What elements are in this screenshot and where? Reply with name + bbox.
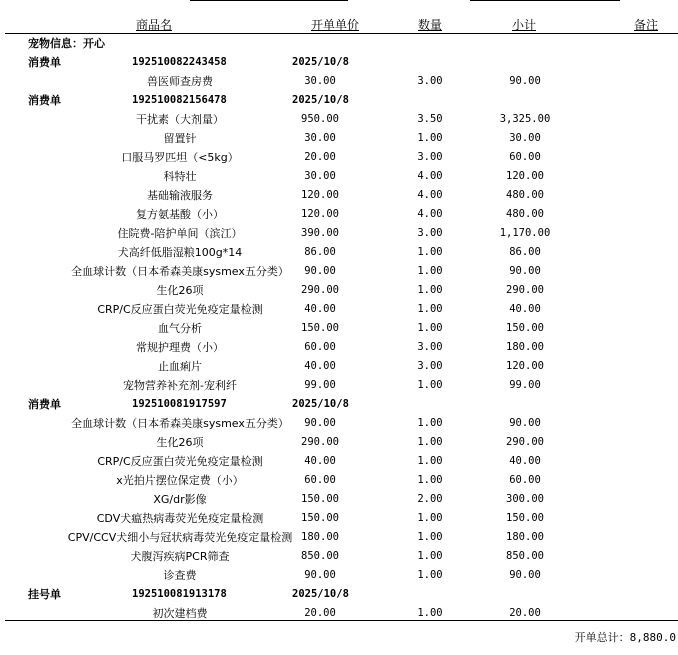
bill-date: 2025/10/8 [292, 588, 349, 600]
item-price: 90.00 [304, 417, 336, 429]
bill-code: 192510082156478 [132, 94, 227, 106]
total-value: 8,880.0 [629, 631, 676, 644]
header-note: 备注 [634, 18, 659, 32]
table-row [0, 148, 678, 167]
item-price: 290.00 [301, 436, 339, 448]
item-qty: 1.00 [417, 531, 443, 543]
item-price: 290.00 [301, 284, 339, 296]
item-name: XG/dr影像 [153, 493, 207, 506]
table-row [0, 110, 678, 129]
item-qty: 1.00 [417, 284, 443, 296]
item-price: 20.00 [304, 151, 336, 163]
item-name: x光拍片摆位保定费（小） [116, 474, 244, 487]
item-name: 留置针 [163, 132, 197, 145]
table-row [0, 433, 678, 452]
item-subtotal: 99.00 [509, 379, 541, 391]
item-qty: 1.00 [417, 550, 443, 562]
bill-group-header [0, 585, 678, 604]
item-price: 30.00 [304, 170, 336, 182]
item-qty: 1.00 [417, 474, 443, 486]
item-price: 150.00 [301, 512, 339, 524]
item-subtotal: 180.00 [506, 341, 544, 353]
table-row [0, 528, 678, 547]
item-subtotal: 90.00 [509, 265, 541, 277]
item-name: 犬高纤低脂湿粮100g*14 [117, 246, 243, 259]
item-price: 60.00 [304, 474, 336, 486]
item-qty: 1.00 [417, 303, 443, 315]
item-price: 150.00 [301, 322, 339, 334]
item-name: 止血痢片 [158, 360, 202, 373]
item-qty: 4.00 [417, 170, 443, 182]
bill-date: 2025/10/8 [292, 398, 349, 410]
item-subtotal: 86.00 [509, 246, 541, 258]
item-qty: 3.00 [417, 227, 443, 239]
footer-rule [5, 620, 678, 621]
item-subtotal: 290.00 [506, 436, 544, 448]
item-subtotal: 40.00 [509, 455, 541, 467]
item-price: 120.00 [301, 189, 339, 201]
item-price: 86.00 [304, 246, 336, 258]
bill-group-header [0, 91, 678, 110]
bill-type: 消费单 [28, 398, 61, 411]
item-name: CDV犬瘟热病毒荧光免疫定量检测 [96, 512, 264, 525]
table-row [0, 319, 678, 338]
item-qty: 4.00 [417, 208, 443, 220]
item-qty: 1.00 [417, 246, 443, 258]
item-name: CRP/C反应蛋白荧光免疫定量检测 [97, 303, 263, 316]
item-price: 950.00 [301, 113, 339, 125]
table-row [0, 224, 678, 243]
item-price: 850.00 [301, 550, 339, 562]
item-name: 宠物营养补充剂-宠利纤 [123, 379, 237, 392]
table-row [0, 547, 678, 566]
item-name: 复方氨基酸（小） [136, 208, 224, 221]
item-price: 90.00 [304, 265, 336, 277]
item-name: 基础输液服务 [147, 189, 213, 202]
item-price: 30.00 [304, 75, 336, 87]
item-qty: 3.50 [417, 113, 443, 125]
table-row [0, 566, 678, 585]
item-subtotal: 40.00 [509, 303, 541, 315]
item-subtotal: 20.00 [509, 607, 541, 619]
item-qty: 3.00 [417, 151, 443, 163]
bill-code: 192510081913178 [132, 588, 227, 600]
item-name: 兽医师查房费 [147, 75, 213, 88]
item-price: 120.00 [301, 208, 339, 220]
item-price: 40.00 [304, 303, 336, 315]
item-qty: 1.00 [417, 455, 443, 467]
bill-code: 192510082243458 [132, 56, 227, 68]
item-subtotal: 300.00 [506, 493, 544, 505]
item-price: 30.00 [304, 132, 336, 144]
item-name: 干扰素（大剂量） [136, 113, 224, 126]
item-subtotal: 60.00 [509, 474, 541, 486]
item-price: 40.00 [304, 360, 336, 372]
top-rule-left [190, 0, 348, 1]
item-name: 口服马罗匹坦（<5kg） [121, 151, 239, 164]
table-row [0, 452, 678, 471]
table-header [0, 14, 678, 34]
item-qty: 1.00 [417, 132, 443, 144]
table-row [0, 205, 678, 224]
item-price: 180.00 [301, 531, 339, 543]
item-subtotal: 90.00 [509, 75, 541, 87]
item-name: 全血球计数（日本希森美康sysmex五分类） [71, 265, 289, 278]
item-subtotal: 480.00 [506, 189, 544, 201]
table-row [0, 262, 678, 281]
item-subtotal: 1,170.00 [499, 227, 551, 239]
table-row [0, 243, 678, 262]
bill-date: 2025/10/8 [292, 94, 349, 106]
item-name: 生化26项 [156, 284, 204, 297]
bill-type: 消费单 [28, 94, 61, 107]
item-subtotal: 120.00 [506, 170, 544, 182]
item-price: 99.00 [304, 379, 336, 391]
item-qty: 3.00 [417, 75, 443, 87]
item-qty: 1.00 [417, 417, 443, 429]
item-name: 常规护理费（小） [136, 341, 224, 354]
table-row [0, 414, 678, 433]
item-subtotal: 60.00 [509, 151, 541, 163]
table-row [0, 490, 678, 509]
item-price: 40.00 [304, 455, 336, 467]
header-subtotal: 小计 [512, 18, 537, 32]
table-row [0, 471, 678, 490]
bill-type: 消费单 [28, 56, 61, 69]
item-subtotal: 90.00 [509, 417, 541, 429]
item-qty: 1.00 [417, 607, 443, 619]
item-qty: 4.00 [417, 189, 443, 201]
bill-code: 192510081917597 [132, 398, 227, 410]
item-subtotal: 120.00 [506, 360, 544, 372]
table-row [0, 357, 678, 376]
item-qty: 1.00 [417, 512, 443, 524]
table-row [0, 129, 678, 148]
item-name: 犬腹泻疾病PCR筛查 [130, 550, 230, 563]
item-subtotal: 290.00 [506, 284, 544, 296]
bill-table [0, 34, 678, 623]
table-row [0, 509, 678, 528]
item-subtotal: 480.00 [506, 208, 544, 220]
item-subtotal: 150.00 [506, 322, 544, 334]
item-price: 20.00 [304, 607, 336, 619]
item-subtotal: 850.00 [506, 550, 544, 562]
table-row [0, 376, 678, 395]
bill-date: 2025/10/8 [292, 56, 349, 68]
item-price: 60.00 [304, 341, 336, 353]
item-qty: 3.00 [417, 341, 443, 353]
grand-total [575, 629, 676, 645]
item-price: 90.00 [304, 569, 336, 581]
item-name: CRP/C反应蛋白荧光免疫定量检测 [97, 455, 263, 468]
item-qty: 1.00 [417, 265, 443, 277]
item-qty: 1.00 [417, 379, 443, 391]
table-row [0, 338, 678, 357]
item-name: 诊查费 [163, 569, 197, 582]
header-name: 商品名 [136, 18, 173, 32]
item-name: 血气分析 [158, 322, 202, 335]
bill-group-header [0, 395, 678, 414]
table-row [0, 167, 678, 186]
pet-info: 宠物信息：开心 [28, 37, 105, 50]
item-name: 科特壮 [163, 170, 197, 183]
item-subtotal: 90.00 [509, 569, 541, 581]
item-subtotal: 30.00 [509, 132, 541, 144]
item-qty: 1.00 [417, 322, 443, 334]
item-qty: 1.00 [417, 569, 443, 581]
item-name: 全血球计数（日本希森美康sysmex五分类） [71, 417, 289, 430]
item-qty: 1.00 [417, 436, 443, 448]
table-row [0, 300, 678, 319]
item-subtotal: 150.00 [506, 512, 544, 524]
table-row [0, 72, 678, 91]
bill-group-header [0, 53, 678, 72]
item-name: CPV/CCV犬细小与冠状病毒荧光免疫定量检测 [67, 531, 293, 544]
header-qty: 数量 [418, 18, 443, 32]
item-qty: 2.00 [417, 493, 443, 505]
item-name: 生化26项 [156, 436, 204, 449]
table-row [0, 186, 678, 205]
total-label: 开单总计： [574, 631, 630, 644]
header-price: 开单单价 [311, 18, 360, 32]
item-name: 住院费-陪护单间（滨江） [117, 227, 243, 240]
table-row [0, 281, 678, 300]
bill-type: 挂号单 [28, 588, 61, 601]
pet-info-row [0, 34, 678, 53]
item-qty: 3.00 [417, 360, 443, 372]
top-rule-right [470, 0, 620, 1]
item-name: 初次建档费 [152, 607, 208, 620]
item-price: 390.00 [301, 227, 339, 239]
item-subtotal: 180.00 [506, 531, 544, 543]
item-price: 150.00 [301, 493, 339, 505]
item-subtotal: 3,325.00 [499, 113, 551, 125]
